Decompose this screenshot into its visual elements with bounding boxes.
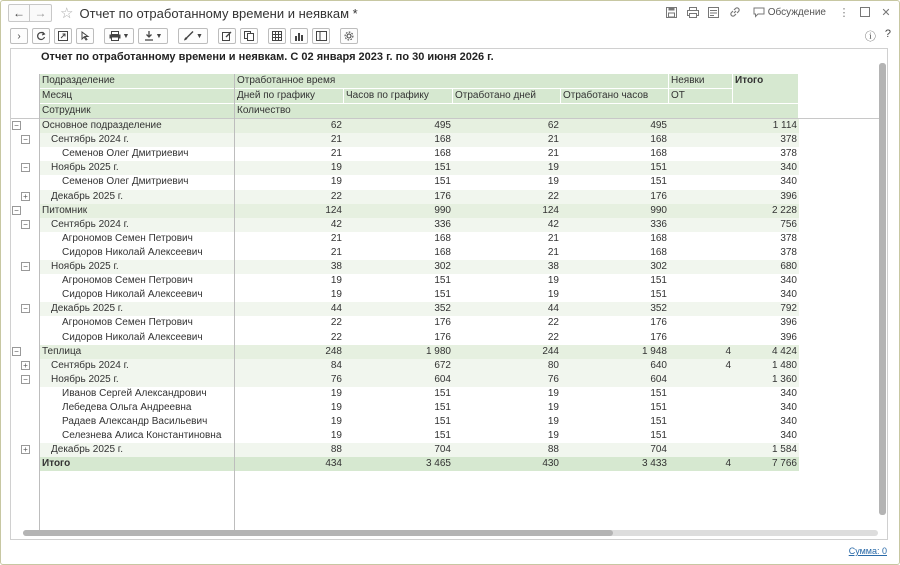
vertical-scrollbar-thumb[interactable] — [879, 63, 886, 515]
cell-c3: 19 — [547, 275, 559, 287]
brush-icon — [183, 31, 194, 41]
cell-c2: 151 — [434, 275, 451, 287]
table-row[interactable] — [11, 359, 801, 373]
cell-c2: 168 — [434, 134, 451, 146]
cell-c4: 176 — [650, 190, 667, 202]
format-menu-button[interactable] — [178, 28, 208, 44]
cell-c4: 151 — [650, 289, 667, 301]
collapse-icon[interactable]: − — [21, 220, 30, 229]
table-row[interactable] — [11, 288, 801, 302]
cell-c4: 168 — [650, 148, 667, 160]
copy-button[interactable] — [240, 28, 258, 44]
collapse-icon[interactable]: − — [12, 347, 21, 356]
title-bar — [1, 1, 899, 25]
cell-c1: 84 — [330, 359, 342, 371]
cell-c2: 168 — [434, 246, 451, 258]
cell-c5: 4 — [725, 458, 731, 470]
row-label: Агрономов Семен Петрович — [62, 232, 193, 244]
print-icon[interactable] — [686, 5, 700, 19]
cell-c2: 176 — [434, 331, 451, 343]
cell-c2: 495 — [434, 120, 451, 131]
dropdown-caret-icon: ▼ — [122, 32, 130, 40]
row-label: Питомник — [42, 204, 88, 216]
cell-c2: 176 — [434, 190, 451, 202]
cell-c4: 151 — [650, 416, 667, 428]
cell-c6: 396 — [780, 331, 797, 343]
cell-c3: 21 — [547, 148, 559, 160]
cell-c1: 19 — [330, 162, 342, 174]
cell-c2: 604 — [434, 373, 451, 385]
table-row[interactable] — [11, 457, 801, 471]
cell-c2: 176 — [434, 317, 451, 329]
cell-c4: 495 — [650, 120, 667, 131]
cell-c2: 672 — [434, 359, 451, 371]
cell-c5 — [669, 415, 733, 429]
cell-c2: 151 — [434, 289, 451, 301]
cell-c4: 336 — [650, 218, 667, 230]
cell-c5 — [669, 302, 733, 316]
dropdown-caret-icon: ▼ — [196, 32, 203, 40]
header-otrab-chasov: Отработано часов — [561, 89, 669, 104]
cell-c4: 352 — [650, 303, 667, 315]
row-label: Селезнева Алиса Константиновна — [62, 430, 222, 442]
cell-c2: 151 — [434, 416, 451, 428]
cell-c4: 151 — [650, 402, 667, 413]
report-title: Отчет по отработанному времени и неявкам. С 02 января 2023 г. по 30 июня 2026 г. — [41, 51, 494, 63]
cell-c6: 340 — [780, 387, 797, 399]
cell-c3: 80 — [547, 359, 559, 371]
cell-c5 — [669, 401, 733, 415]
refresh-button[interactable] — [32, 28, 50, 44]
cell-c1: 19 — [330, 402, 342, 413]
cell-c4: 176 — [650, 331, 667, 343]
row-label: Сидоров Николай Алексеевич — [62, 289, 203, 301]
cell-c3: 22 — [547, 317, 559, 329]
header-dney-po-grafiku: Дней по графику — [235, 89, 344, 104]
arrow-left-icon: ← — [13, 6, 25, 20]
cell-c6: 1 360 — [771, 373, 797, 385]
cell-c6: 378 — [780, 232, 797, 244]
cell-c3: 88 — [547, 444, 559, 456]
collapse-icon[interactable]: − — [21, 304, 30, 313]
cell-c1: 19 — [330, 430, 342, 442]
cell-c5 — [669, 288, 733, 302]
more-vertical-icon[interactable]: ⋮ — [838, 6, 850, 19]
cell-c1: 19 — [330, 289, 342, 301]
cell-c4: 151 — [650, 162, 667, 174]
table-row[interactable] — [11, 331, 801, 345]
row-label: Сентябрь 2024 г. — [51, 218, 129, 230]
cell-c4: 990 — [650, 204, 667, 216]
table-row[interactable] — [11, 274, 801, 288]
info-icon[interactable]: ⓘ — [864, 31, 876, 43]
header-itogo: Итого — [733, 74, 799, 104]
copy-icon — [244, 31, 254, 41]
discussion-label: Обсуждение — [767, 6, 826, 18]
close-icon[interactable]: ✕ — [881, 6, 891, 19]
cell-c5 — [669, 218, 733, 232]
cell-c5 — [669, 443, 733, 457]
header-otrab-dney: Отработано дней — [453, 89, 561, 104]
grid-line — [234, 74, 235, 533]
collapse-icon[interactable]: − — [12, 206, 21, 215]
table-row[interactable] — [11, 190, 801, 204]
cell-c1: 19 — [330, 416, 342, 428]
panel-view-button[interactable] — [312, 28, 330, 44]
preview-icon[interactable] — [707, 5, 721, 19]
cell-c3: 19 — [547, 176, 559, 188]
cell-c1: 19 — [330, 176, 342, 188]
print-icon — [109, 31, 121, 41]
table-row[interactable] — [11, 175, 801, 189]
table-row[interactable] — [11, 302, 801, 316]
bar-chart-icon — [294, 31, 304, 41]
table-row[interactable] — [11, 387, 801, 401]
cell-c6: 1 114 — [772, 120, 797, 131]
cursor-icon — [81, 31, 90, 41]
cell-c1: 21 — [330, 148, 342, 160]
cell-c6: 680 — [780, 261, 797, 272]
header-neyavki: Неявки — [669, 74, 733, 89]
cell-c3: 244 — [542, 345, 559, 357]
row-label: Сидоров Николай Алексеевич — [62, 331, 203, 343]
cell-c4: 704 — [650, 444, 667, 456]
cell-c3: 21 — [547, 134, 559, 146]
row-label: Итого — [42, 458, 71, 470]
table-row[interactable] — [11, 373, 801, 387]
cell-c4: 151 — [650, 176, 667, 188]
cell-c4: 151 — [650, 275, 667, 287]
table-row[interactable] — [11, 133, 801, 147]
cell-c2: 1 980 — [425, 345, 451, 357]
cell-c2: 168 — [434, 232, 451, 244]
row-label: Основное подразделение — [42, 120, 162, 131]
row-label: Иванов Сергей Александрович — [62, 387, 207, 399]
cell-c6: 340 — [780, 430, 797, 442]
cell-c1: 434 — [325, 458, 342, 470]
cell-c5 — [669, 331, 733, 345]
cell-c3: 21 — [547, 246, 559, 258]
cell-c1: 22 — [330, 190, 342, 202]
cell-c1: 42 — [330, 218, 342, 230]
row-label: Декабрь 2025 г. — [51, 303, 123, 315]
cell-c4: 1 948 — [641, 345, 667, 357]
cell-c6: 378 — [780, 148, 797, 160]
cell-c5 — [669, 274, 733, 288]
forward-button[interactable] — [30, 4, 52, 22]
row-label: Ноябрь 2025 г. — [51, 162, 119, 174]
cell-c1: 22 — [330, 317, 342, 329]
cell-c1: 88 — [330, 444, 342, 456]
row-label: Сидоров Николай Алексеевич — [62, 246, 203, 258]
header-sotrudnik: Сотрудник — [40, 104, 235, 119]
edit-button[interactable] — [218, 28, 236, 44]
cell-c4: 151 — [650, 387, 667, 399]
save-icon[interactable] — [665, 5, 679, 19]
download-icon — [144, 31, 154, 41]
settings-button[interactable] — [340, 28, 358, 44]
cell-c4: 302 — [650, 261, 667, 272]
cell-c3: 38 — [547, 261, 559, 272]
cell-c6: 340 — [780, 275, 797, 287]
collapse-icon[interactable]: − — [12, 121, 21, 130]
favorite-star-icon[interactable]: ☆ — [60, 5, 74, 22]
cell-c1: 38 — [330, 261, 342, 272]
cell-c2: 151 — [434, 176, 451, 188]
collapse-icon[interactable]: − — [21, 163, 30, 172]
cell-c5 — [669, 260, 733, 274]
collapse-icon[interactable]: − — [21, 375, 30, 384]
cell-c2: 352 — [434, 303, 451, 315]
cell-c1: 44 — [330, 303, 342, 315]
table-row[interactable] — [11, 232, 801, 246]
cell-c2: 151 — [434, 162, 451, 174]
row-label: Ноябрь 2025 г. — [51, 261, 119, 272]
cell-c6: 396 — [780, 190, 797, 202]
cell-c4: 168 — [650, 232, 667, 244]
cell-c5: 4 — [725, 345, 731, 357]
table-icon — [272, 31, 282, 41]
cell-c2: 302 — [434, 261, 451, 272]
cell-c4: 151 — [650, 430, 667, 442]
row-label: Сентябрь 2024 г. — [51, 359, 129, 371]
cell-c5 — [669, 246, 733, 260]
cell-c3: 44 — [547, 303, 559, 315]
cell-c4: 168 — [650, 246, 667, 258]
cell-c6: 756 — [780, 218, 797, 230]
row-label: Семенов Олег Дмитриевич — [62, 148, 189, 160]
cell-c2: 336 — [434, 218, 451, 230]
header-otrab-vremya: Отработанное время — [235, 74, 669, 89]
cell-c5 — [669, 387, 733, 401]
cell-c6: 340 — [780, 176, 797, 188]
cell-c4: 168 — [650, 134, 667, 146]
row-label: Агрономов Семен Петрович — [62, 275, 193, 287]
cell-c1: 21 — [330, 246, 342, 258]
cell-c6: 1 480 — [771, 359, 797, 371]
expand-icon[interactable]: + — [21, 361, 30, 370]
cell-c3: 21 — [547, 232, 559, 244]
row-label: Ноябрь 2025 г. — [51, 373, 119, 385]
link-icon[interactable] — [728, 5, 742, 19]
row-label: Лебедева Ольга Андреевна — [62, 402, 192, 413]
row-label: Декабрь 2025 г. — [51, 190, 123, 202]
window-actions — [665, 5, 893, 19]
header-podrazdelenie: Подразделение — [40, 74, 235, 89]
cell-c3: 19 — [547, 289, 559, 301]
header-chasov-po-grafiku: Часов по графику — [344, 89, 453, 104]
cell-c3: 430 — [542, 458, 559, 470]
chart-view-button[interactable] — [290, 28, 308, 44]
cell-c2: 990 — [434, 204, 451, 216]
collapse-icon[interactable]: − — [21, 262, 30, 271]
row-label: Радаев Александр Васильевич — [62, 416, 208, 428]
maximize-icon[interactable] — [858, 5, 872, 19]
horizontal-scrollbar-thumb[interactable] — [23, 530, 613, 536]
cell-c5 — [669, 316, 733, 330]
cell-c6: 378 — [780, 246, 797, 258]
cell-c5 — [669, 119, 733, 133]
table-row[interactable] — [11, 260, 801, 274]
cell-c6: 340 — [780, 289, 797, 301]
cell-c6: 340 — [780, 402, 797, 413]
row-label: Теплица — [42, 345, 82, 357]
gear-icon — [344, 31, 354, 41]
arrow-right-icon: → — [34, 6, 47, 20]
cell-c3: 22 — [547, 331, 559, 343]
cell-c2: 151 — [434, 387, 451, 399]
edit-icon — [222, 31, 232, 41]
sum-link[interactable]: Сумма: 0 — [848, 546, 887, 556]
table-row[interactable] — [11, 443, 801, 457]
cell-c5 — [669, 429, 733, 443]
cell-c3: 76 — [547, 373, 559, 385]
report-area[interactable] — [10, 48, 888, 540]
table-row[interactable] — [11, 119, 801, 133]
cell-c1: 22 — [330, 331, 342, 343]
help-icon[interactable]: ? — [884, 28, 891, 40]
cell-c3: 42 — [547, 218, 559, 230]
expand-icon[interactable]: + — [21, 192, 30, 201]
cell-c2: 151 — [434, 430, 451, 442]
table-row[interactable] — [11, 218, 801, 232]
cell-c4: 640 — [650, 359, 667, 371]
cell-c6: 340 — [780, 162, 797, 174]
table-row[interactable] — [11, 147, 801, 161]
refresh-icon — [36, 31, 46, 41]
expand-button[interactable] — [54, 28, 72, 44]
table-row[interactable] — [11, 345, 801, 359]
cell-c1: 76 — [330, 373, 342, 385]
cell-c1: 62 — [330, 120, 342, 131]
cell-c6: 4 424 — [771, 345, 797, 357]
cell-c1: 19 — [330, 387, 342, 399]
cell-c3: 19 — [547, 387, 559, 399]
grid-line — [39, 74, 40, 533]
cell-c4: 3 433 — [641, 458, 667, 470]
generate-report-button[interactable] — [10, 28, 28, 44]
row-label: Агрономов Семен Петрович — [62, 317, 193, 329]
table-row[interactable] — [11, 415, 801, 429]
cell-c6: 7 766 — [771, 458, 797, 470]
chat-icon — [753, 7, 765, 18]
export-menu-button[interactable] — [138, 28, 168, 44]
select-mode-button[interactable] — [76, 28, 94, 44]
row-label: Декабрь 2025 г. — [51, 444, 123, 456]
cell-c6: 340 — [780, 416, 797, 428]
print-menu-button[interactable] — [104, 28, 134, 44]
expand-icon — [58, 31, 68, 41]
cell-c2: 704 — [434, 444, 451, 456]
cell-c1: 248 — [325, 345, 342, 357]
cell-c1: 21 — [330, 232, 342, 244]
cell-c5 — [669, 373, 733, 387]
table-row[interactable] — [11, 204, 801, 218]
header-ot: ОТ — [669, 89, 733, 104]
cell-c5 — [669, 232, 733, 246]
cell-c4: 604 — [650, 373, 667, 385]
cell-c5 — [669, 175, 733, 189]
cell-c6: 2 228 — [771, 204, 797, 216]
table-row[interactable] — [11, 246, 801, 260]
cell-c1: 19 — [330, 275, 342, 287]
cell-c3: 19 — [547, 430, 559, 442]
dropdown-caret-icon: ▼ — [155, 32, 163, 40]
cell-c5 — [669, 133, 733, 147]
cell-c3: 19 — [547, 416, 559, 428]
report-toolbar — [1, 26, 899, 46]
table-row[interactable] — [11, 401, 801, 415]
cell-c3: 22 — [547, 190, 559, 202]
cell-c1: 21 — [330, 134, 342, 146]
cell-c1: 124 — [325, 204, 342, 216]
cell-c3: 62 — [547, 120, 559, 131]
cell-c2: 3 465 — [425, 458, 451, 470]
row-label: Семенов Олег Дмитриевич — [62, 176, 189, 188]
table-view-button[interactable] — [268, 28, 286, 44]
window-title: Отчет по отработанному времени и неявкам * — [79, 5, 358, 21]
cell-c6: 378 — [780, 134, 797, 146]
header-mesyac: Месяц — [40, 89, 235, 104]
table-row[interactable] — [11, 429, 801, 443]
table-row[interactable] — [11, 161, 801, 175]
table-row[interactable] — [11, 316, 801, 330]
cell-c6: 1 584 — [771, 444, 797, 456]
discussion-button[interactable] — [753, 7, 826, 18]
cell-c2: 151 — [434, 402, 451, 413]
cell-c5 — [669, 161, 733, 175]
cell-c4: 176 — [650, 317, 667, 329]
cell-c6: 396 — [780, 317, 797, 329]
toolbar-right — [865, 28, 891, 44]
header-kolichestvo: Количество — [235, 104, 799, 119]
cell-c2: 168 — [434, 148, 451, 160]
cell-c5 — [669, 147, 733, 161]
cell-c3: 19 — [547, 402, 559, 413]
cell-c6: 792 — [780, 303, 797, 315]
panel-icon — [316, 31, 327, 41]
chevron-right-icon: › — [17, 30, 21, 42]
back-button[interactable] — [8, 4, 30, 22]
cell-c5 — [669, 190, 733, 204]
row-label: Сентябрь 2024 г. — [51, 134, 129, 146]
cell-c5: 4 — [725, 359, 731, 371]
collapse-icon[interactable]: − — [21, 135, 30, 144]
cell-c5 — [669, 204, 733, 218]
expand-icon[interactable]: + — [21, 445, 30, 454]
cell-c3: 124 — [542, 204, 559, 216]
cell-c3: 19 — [547, 162, 559, 174]
